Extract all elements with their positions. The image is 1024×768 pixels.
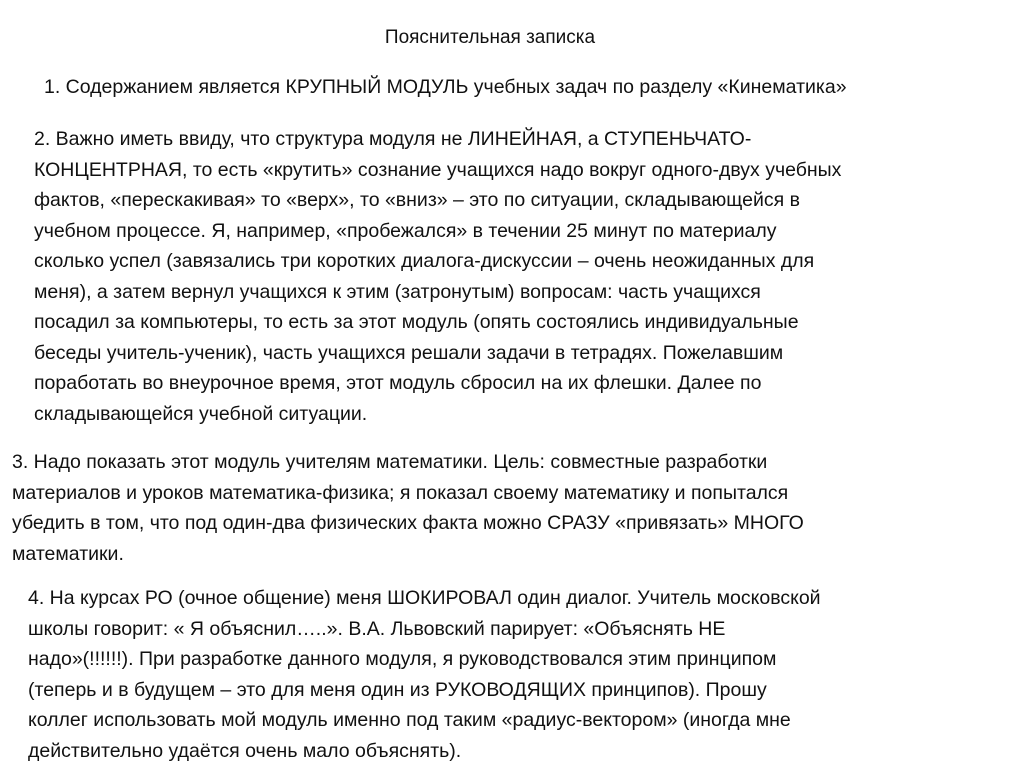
text-line: 3. Надо показать этот модуль учителям математики. Цель: совместные разработки (12, 451, 768, 473)
text-line: сколько успел (завязались три коротких диалога-дискуссии – очень неожиданных для (34, 250, 815, 272)
paragraph-1 (44, 72, 847, 103)
text-line: убедить в том, что под один-два физических факта можно СРАЗУ «привязать» МНОГО (12, 512, 804, 534)
paragraph-4 (28, 583, 821, 766)
text-line: коллег использовать мой модуль именно под таким «радиус-вектором» (иногда мне (28, 709, 791, 731)
paragraph-2 (34, 124, 841, 429)
page-title: Пояснительная записка (384, 27, 596, 48)
text-line: беседы учитель-ученик), часть учащихся решали задачи в тетрадях. Пожелавшим (34, 341, 784, 364)
text-line: учебном процессе. Я, например, «пробежался» в течении 25 минут по материалу (34, 219, 777, 242)
text-line: математики. (12, 542, 124, 565)
text-line: фактов, «перескакивая» то «верх», то «вниз» – это по ситуации, складывающейся в (34, 189, 800, 211)
text-line: 2. Важно иметь ввиду, что структура модуля не ЛИНЕЙНАЯ, а СТУПЕНЬЧАТО- (34, 128, 752, 150)
text-line: надо»(!!!!!!). При разработке данного модуля, я руководствовался этим принципом (28, 648, 777, 670)
text-line: меня), а затем вернул учащихся к этим (затронутым) вопросам: часть учащихся (34, 280, 761, 303)
text-line: складывающейся учебной ситуации. (34, 402, 368, 425)
text-line: поработать во внеурочное время, этот модуль сбросил на их флешки. Далее по (34, 372, 762, 394)
text-line: действительно удаётся очень мало объяснять). (28, 739, 462, 762)
text-line: КОНЦЕНТРНАЯ, то есть «крутить» сознание учащихся надо вокруг одного-двух учебных (34, 158, 842, 181)
text-line: школы говорит: « Я объяснил…..». В.А. Львовский парирует: «Объяснять НЕ (28, 617, 726, 640)
text-line: материалов и уроков математика-физика; я показал своему математику и попытался (12, 481, 789, 504)
text-line: 4. На курсах РО (очное общение) меня ШОКИРОВАЛ один диалог. Учитель московской (28, 587, 821, 609)
paragraph-3 (12, 447, 804, 569)
text-line: 1. Содержанием является КРУПНЫЙ МОДУЛЬ учебных задач по разделу «Кинематика» (44, 76, 847, 98)
text-line: посадил за компьютеры, то есть за этот модуль (опять состоялись индивидуальные (34, 311, 799, 333)
text-line: (теперь и в будущем – это для меня один из РУКОВОДЯЩИХ принципов). Прошу (28, 678, 767, 701)
